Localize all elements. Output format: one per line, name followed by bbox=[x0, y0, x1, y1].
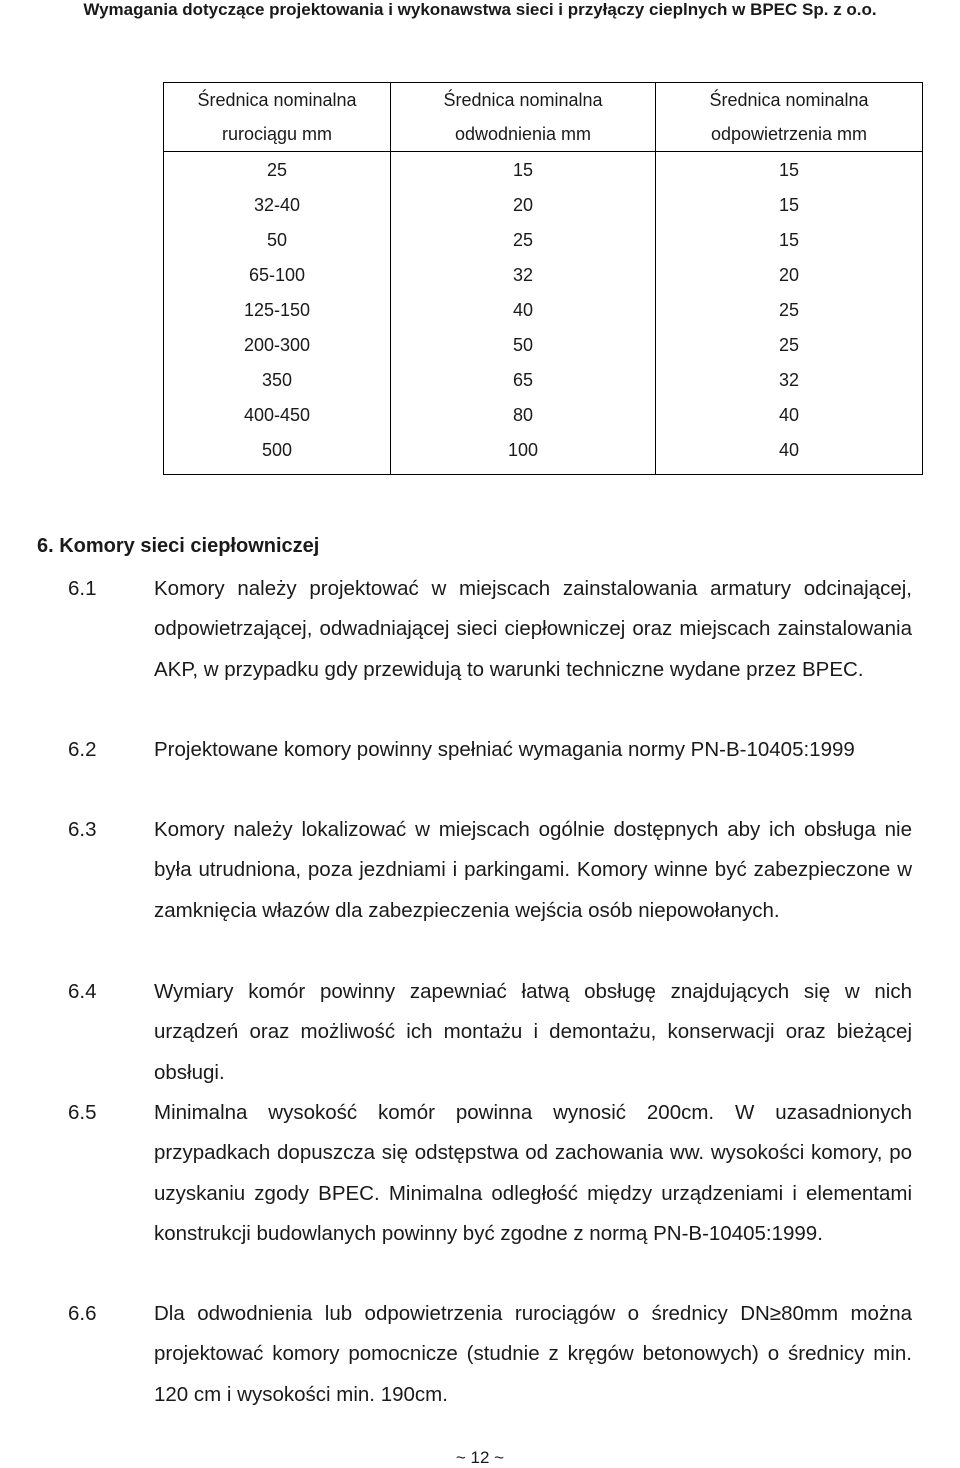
table-header-cell bbox=[391, 83, 656, 152]
header-line: rurociągu mm bbox=[221, 124, 333, 144]
table-cell: 32-40 bbox=[164, 187, 391, 222]
table-cell: 20 bbox=[391, 187, 656, 222]
paragraph-text: Komory należy lokalizować w miejscach ogólnie dostępnych aby ich obsługa nie była utrudniona, poza jezdniami i parkingami. Komory winne być zabezpieczone w zamknięcia włazów dla zabezpieczenia wejścia osób niepowołanych. bbox=[154, 818, 912, 922]
table-cell: 32 bbox=[656, 362, 923, 397]
table-cell: 350 bbox=[164, 362, 391, 397]
header-line: Średnica nominalna bbox=[709, 90, 869, 110]
paragraph-text: Komory należy projektować w miejscach zainstalowania armatury odcinającej, odpowietrzającej, odwadniającej sieci ciepłowniczej oraz miejscach zainstalowania AKP, w przypadku gdy przewidują to warunki techniczne wydane przez BPEC. bbox=[154, 577, 912, 681]
table-row bbox=[164, 257, 923, 292]
header-line: odpowietrzenia mm bbox=[710, 124, 868, 144]
table-cell: 500 bbox=[164, 432, 391, 475]
table-cell: 15 bbox=[656, 222, 923, 257]
table-cell: 40 bbox=[656, 397, 923, 432]
table-cell: 25 bbox=[391, 222, 656, 257]
table-row bbox=[164, 187, 923, 222]
table-cell: 100 bbox=[391, 432, 656, 475]
table-header-cell bbox=[164, 83, 391, 152]
table-cell: 65-100 bbox=[164, 257, 391, 292]
table-row bbox=[164, 292, 923, 327]
table-cell: 15 bbox=[656, 152, 923, 188]
paragraph-number: 6.5 bbox=[68, 1101, 97, 1124]
paragraph-text: Wymiary komór powinny zapewniać łatwą obsługę znajdujących się w nich urządzeń oraz możliwość ich montażu i demontażu, konserwacji oraz bieżącej obsługi. bbox=[154, 980, 912, 1084]
table-cell: 25 bbox=[656, 327, 923, 362]
paragraph-number: 6.4 bbox=[68, 980, 97, 1003]
table-header-cell bbox=[656, 83, 923, 152]
table-cell: 15 bbox=[391, 152, 656, 188]
section-title: 6. Komory sieci ciepłowniczej bbox=[37, 535, 320, 557]
table-cell: 50 bbox=[391, 327, 656, 362]
table-cell: 25 bbox=[656, 292, 923, 327]
table-cell: 65 bbox=[391, 362, 656, 397]
table-cell: 200-300 bbox=[164, 327, 391, 362]
table-cell: 25 bbox=[164, 152, 391, 188]
paragraph-6-6 bbox=[68, 1294, 912, 1415]
paragraph-number: 6.1 bbox=[68, 577, 97, 600]
page-number: ~ 12 ~ bbox=[455, 1448, 505, 1467]
paragraph-6-4 bbox=[68, 972, 912, 1093]
paragraph-text: Minimalna wysokość komór powinna wynosić 200cm. W uzasadnionych przypadkach dopuszcza się odstępstwa od zachowania ww. wysokości komory, po uzyskaniu zgody BPEC. Minimalna odległość między urządzeniami i elementami konstrukcji budowlanych powinny być zgodne z normą PN-B-10405:1999. bbox=[154, 1101, 912, 1245]
table-row bbox=[164, 362, 923, 397]
table-row bbox=[164, 327, 923, 362]
table-header-row bbox=[164, 83, 923, 152]
paragraph-number: 6.2 bbox=[68, 738, 97, 761]
table-row bbox=[164, 397, 923, 432]
paragraph-number: 6.6 bbox=[68, 1302, 97, 1325]
table-cell: 15 bbox=[656, 187, 923, 222]
diameter-table bbox=[163, 82, 923, 475]
table-cell: 400-450 bbox=[164, 397, 391, 432]
paragraph-6-1 bbox=[68, 569, 912, 690]
paragraph-6-2 bbox=[68, 730, 912, 770]
table-cell: 40 bbox=[391, 292, 656, 327]
table-row bbox=[164, 152, 923, 188]
paragraph-number: 6.3 bbox=[68, 818, 97, 841]
page-header: Wymagania dotyczące projektowania i wykonawstwa sieci i przyłączy cieplnych w BPEC Sp. z o.o. bbox=[83, 0, 877, 19]
table-cell: 32 bbox=[391, 257, 656, 292]
header-line: Średnica nominalna bbox=[443, 90, 603, 110]
table-cell: 40 bbox=[656, 432, 923, 475]
header-line: odwodnienia mm bbox=[454, 124, 592, 144]
header-line: Średnica nominalna bbox=[197, 90, 357, 110]
paragraph-text: Projektowane komory powinny spełniać wymagania normy PN-B-10405:1999 bbox=[154, 738, 855, 761]
paragraph-6-3 bbox=[68, 810, 912, 931]
table-row bbox=[164, 432, 923, 475]
table-cell: 125-150 bbox=[164, 292, 391, 327]
paragraph-text: Dla odwodnienia lub odpowietrzenia rurociągów o średnicy DN≥80mm można projektować komory pomocnicze (studnie z kręgów betonowych) o średnicy min. 120 cm i wysokości min. 190cm. bbox=[154, 1302, 912, 1406]
table-row bbox=[164, 222, 923, 257]
paragraph-6-5 bbox=[68, 1093, 912, 1254]
table-cell: 80 bbox=[391, 397, 656, 432]
table-cell: 50 bbox=[164, 222, 391, 257]
table-cell: 20 bbox=[656, 257, 923, 292]
